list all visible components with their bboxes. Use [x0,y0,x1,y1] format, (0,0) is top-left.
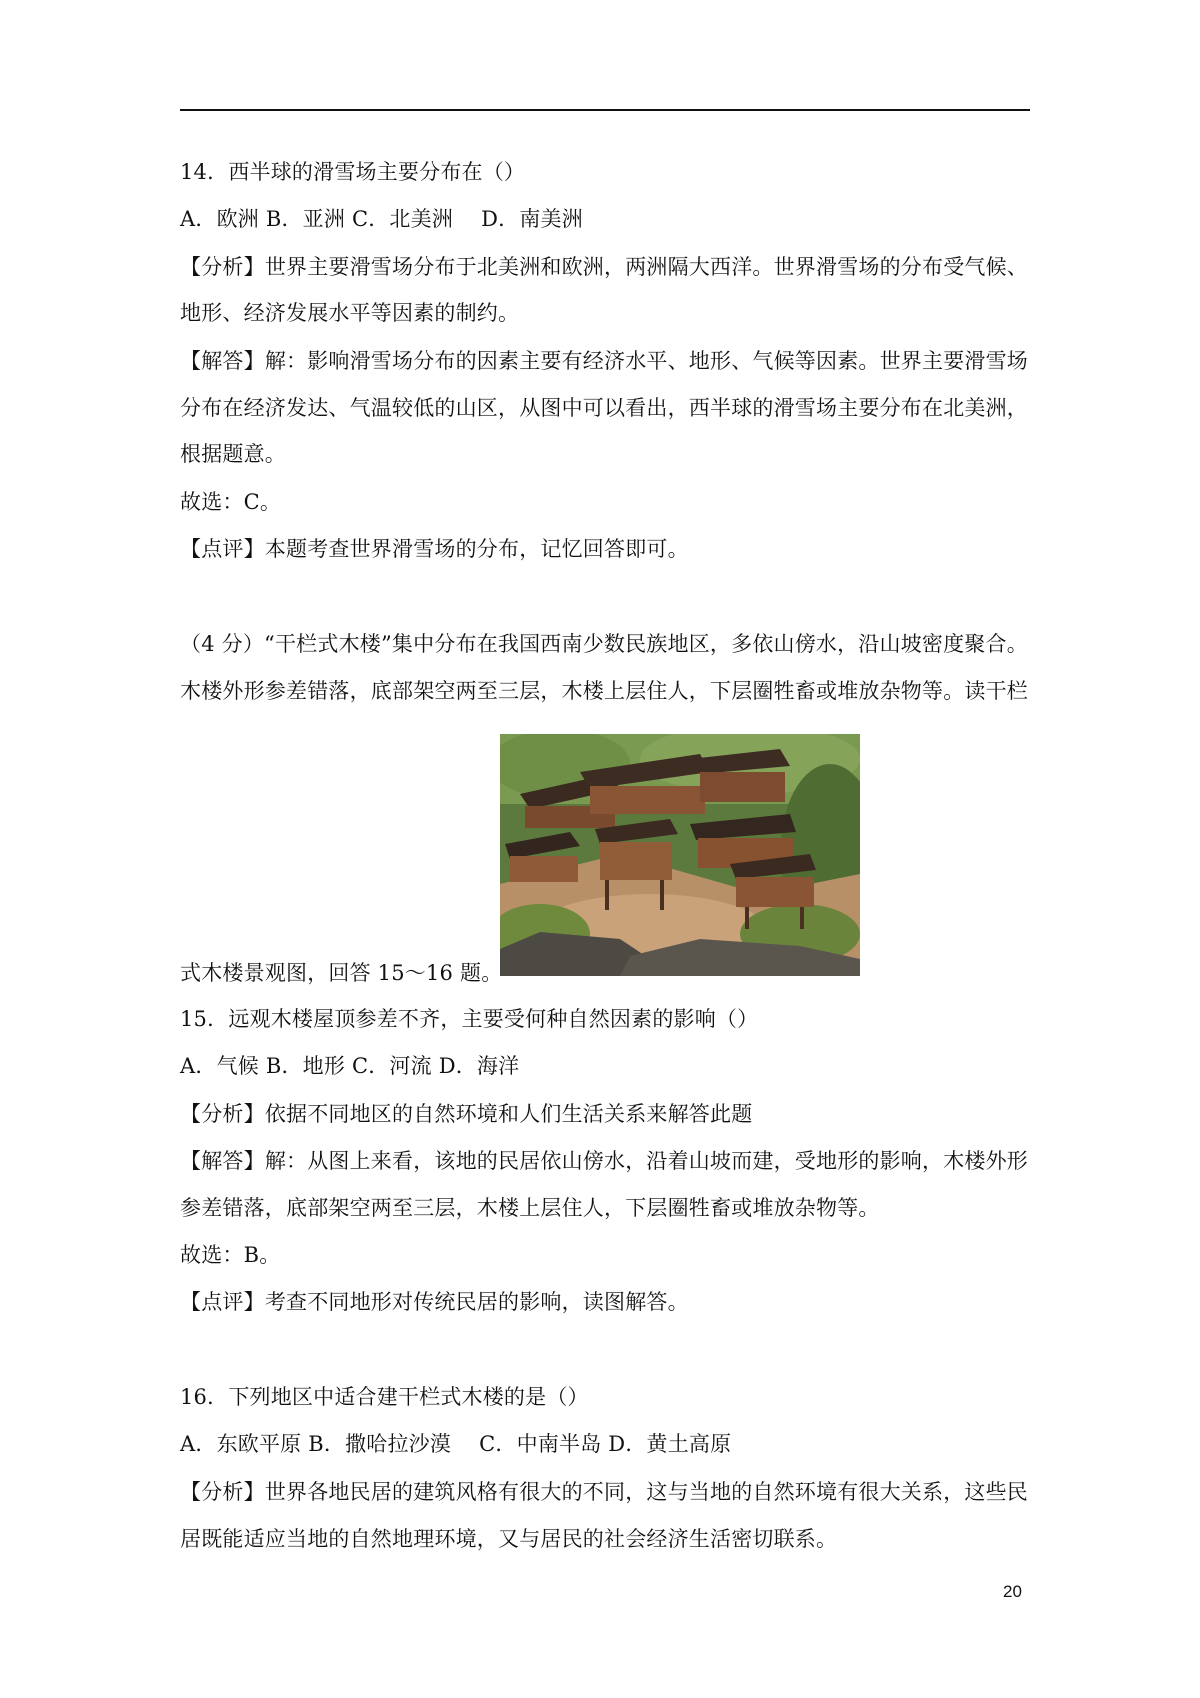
analysis-text: 依据不同地区的自然环境和人们生活关系来解答此题 [264,1102,753,1126]
q15-stem: 15．远观木楼屋顶参差不齐，主要受何种自然因素的影响（） [180,1007,759,1031]
comment-tag: 【点评】 [180,1290,265,1314]
q15-analysis [180,1099,752,1129]
q14-options: A．欧洲 B．亚洲 C．北美洲 D．南美洲 [180,207,583,231]
answer-tag: 【解答】 [180,349,265,373]
answer-text: 解：从图上来看，该地的民居依山傍水，沿着山坡而建，受地形的影响，木楼外形 [264,1149,1029,1173]
q15-choice: 故选：B。 [180,1243,281,1267]
q14-analysis-line-1 [180,252,1028,282]
analysis-tag: 【分析】 [180,1480,265,1504]
q14-answer-line-2: 分布在经济发达、气温较低的山区，从图中可以看出，西半球的滑雪场主要分布在北美洲， [180,396,1028,420]
q15-options: A．气候 B．地形 C．河流 D．海洋 [180,1054,520,1078]
q14-answer-line-3: 根据题意。 [180,442,286,466]
intro-line-1: （4 分）“干栏式木楼”集中分布在我国西南少数民族地区，多依山傍水，沿山坡密度聚合。 [180,632,1028,656]
q16-stem: 16．下列地区中适合建干栏式木楼的是（） [180,1385,589,1409]
answer-tag: 【解答】 [180,1149,265,1173]
header-rule [180,109,1030,111]
analysis-tag: 【分析】 [180,255,265,279]
analysis-text: 世界各地民居的建筑风格有很大的不同，这与当地的自然环境有很大关系，这些民 [264,1480,1029,1504]
analysis-text: 世界主要滑雪场分布于北美洲和欧洲，两洲隔大西洋。世界滑雪场的分布受气候、 [264,255,1029,279]
comment-tag: 【点评】 [180,537,265,561]
q15-comment [180,1287,689,1317]
q14-comment [180,534,689,564]
q14-stem: 14．西半球的滑雪场主要分布在（） [180,160,526,184]
stilt-house-photo [500,734,860,976]
q16-analysis-line-2: 居既能适应当地的自然地理环境，又与居民的社会经济生活密切联系。 [180,1527,838,1551]
q15-answer-line-2: 参差错落，底部架空两至三层，木楼上层住人，下层圈牲畜或堆放杂物等。 [180,1196,880,1220]
comment-text: 本题考查世界滑雪场的分布，记忆回答即可。 [264,537,689,561]
q15-answer-line-1 [180,1146,1028,1176]
comment-text: 考查不同地形对传统民居的影响，读图解答。 [264,1290,689,1314]
q14-choice: 故选：C。 [180,490,282,514]
q14-analysis-line-2: 地形、经济发展水平等因素的制约。 [180,301,520,325]
analysis-tag: 【分析】 [180,1102,265,1126]
answer-text: 解：影响滑雪场分布的因素主要有经济水平、地形、气候等因素。世界主要滑雪场 [264,349,1029,373]
intro-line-3: 式木楼景观图，回答 15～16 题。 [180,961,503,985]
intro-line-2: 木楼外形参差错落，底部架空两至三层，木楼上层住人，下层圈牲畜或堆放杂物等。读干栏 [180,679,1028,703]
stilt-house-illustration [500,734,860,976]
q16-options: A．东欧平原 B．撒哈拉沙漠 C．中南半岛 D．黄土高原 [180,1432,732,1456]
q14-answer-line-1 [180,346,1028,376]
page-number: 20 [1003,1582,1022,1601]
q16-analysis-line-1 [180,1477,1028,1507]
